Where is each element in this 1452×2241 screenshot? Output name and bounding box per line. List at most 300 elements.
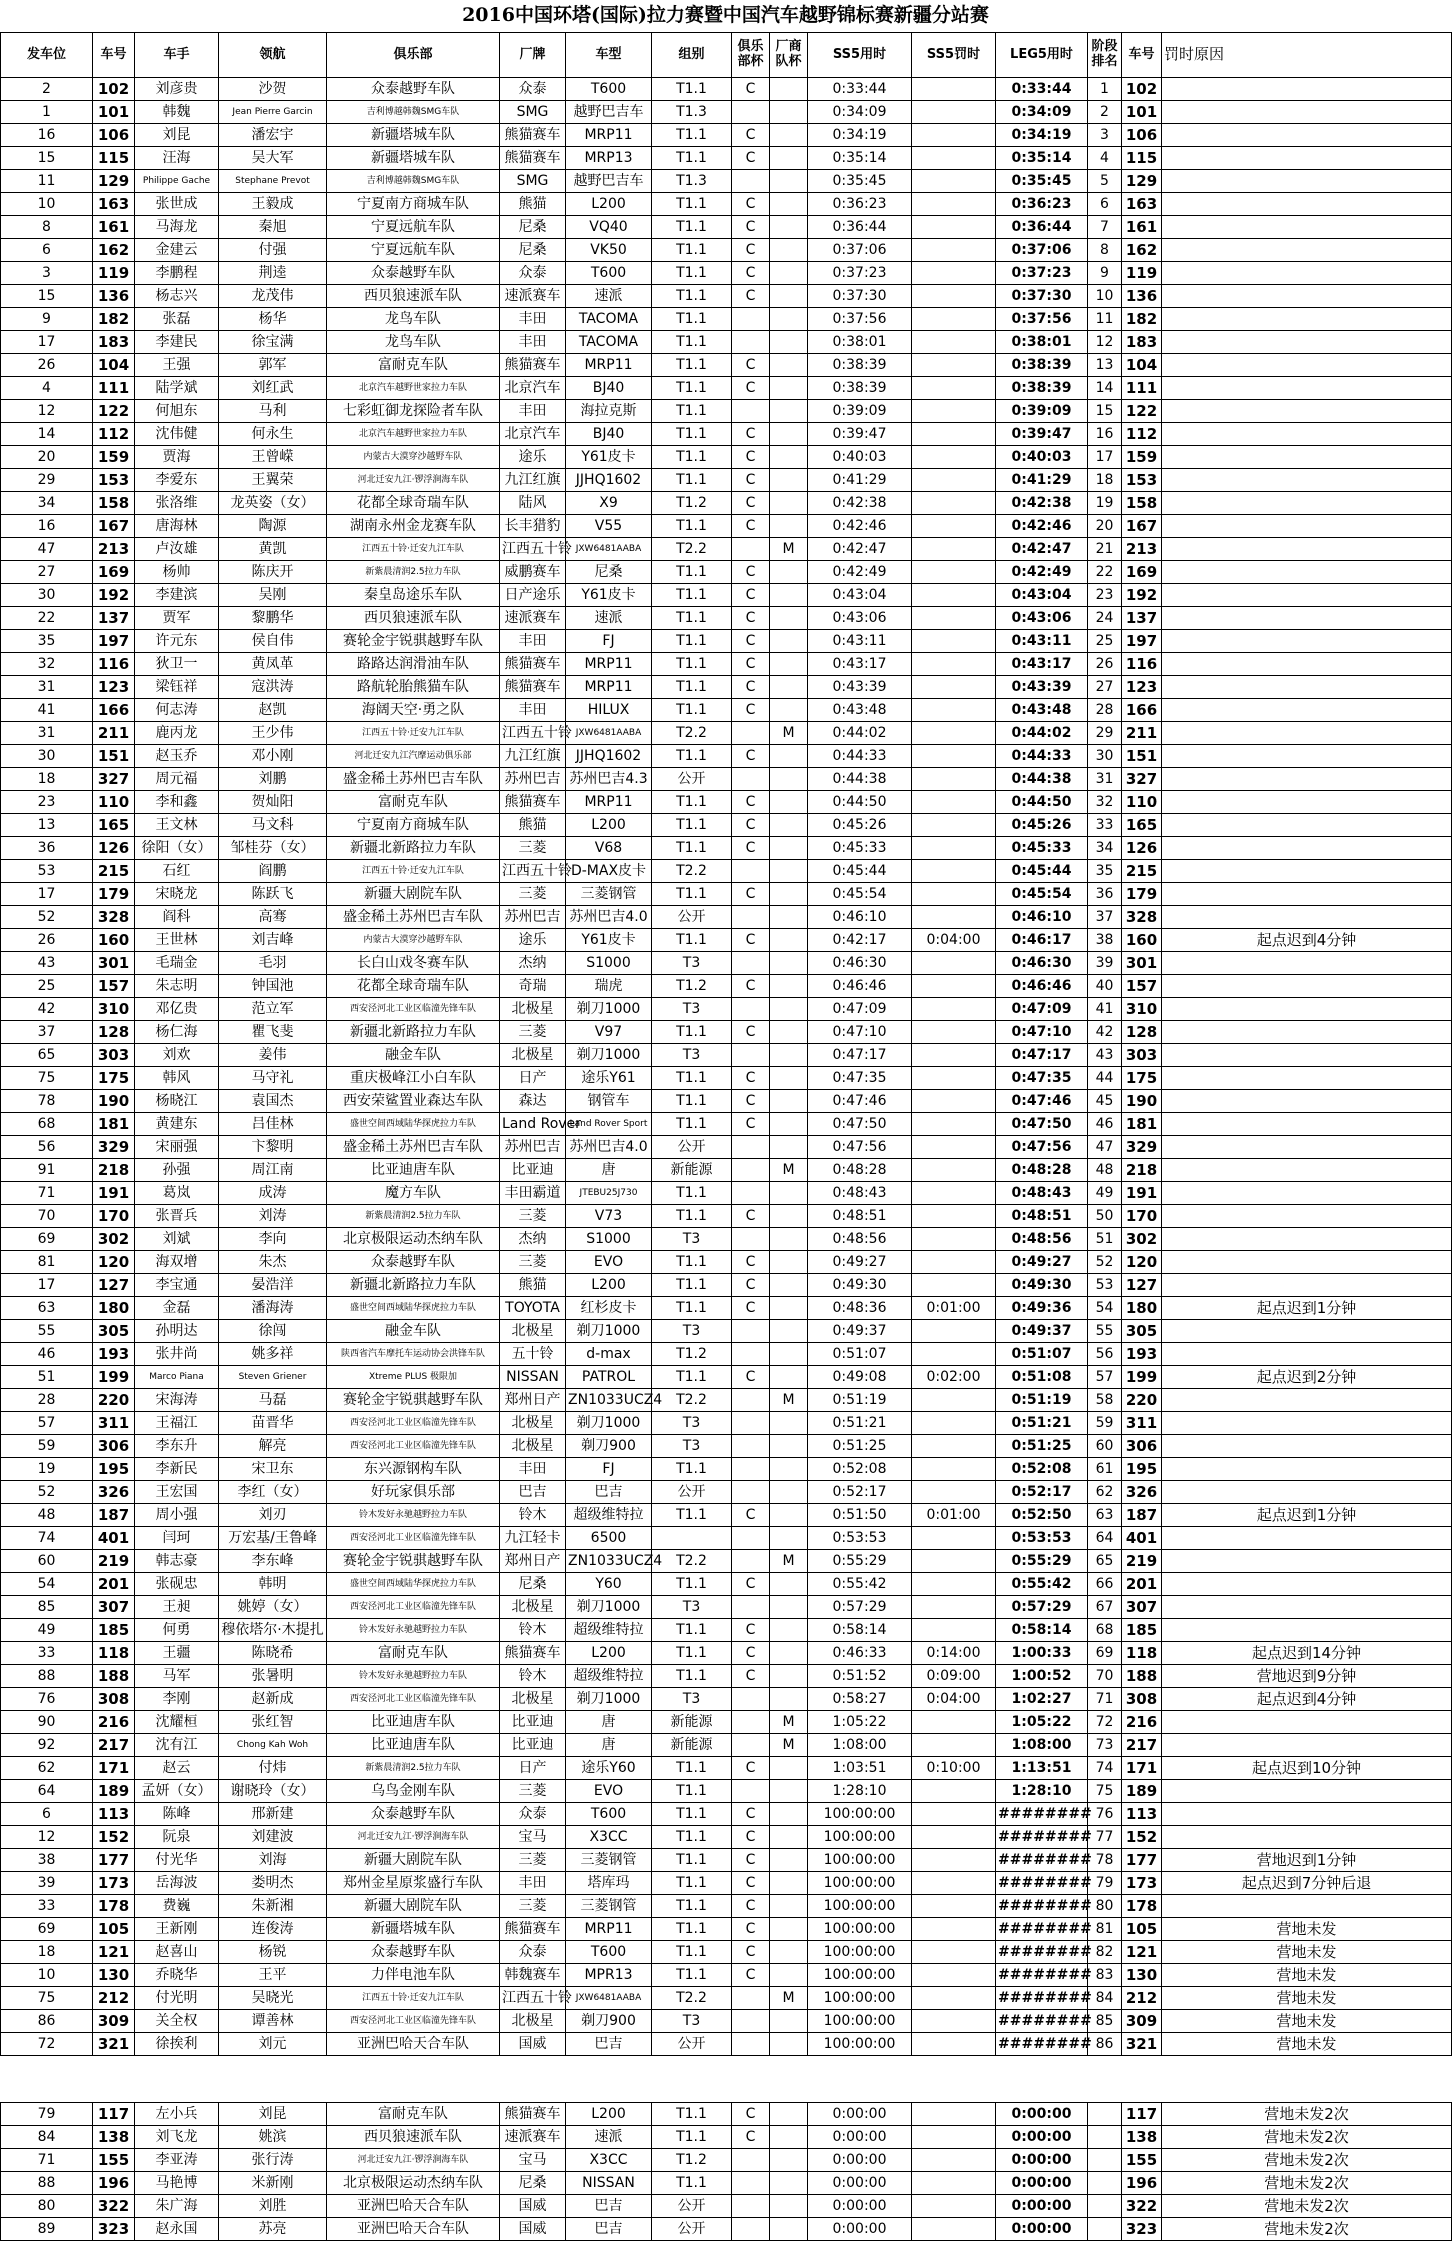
cell-leg5-time: 0:42:47 [996,538,1088,561]
cell-club: 西贝狼速派车队 [327,2126,500,2149]
cell-driver: 乔晓华 [135,1964,219,1987]
cell-car-number: 322 [93,2195,135,2218]
cell-group: T1.1 [652,2103,732,2126]
cell-brand: 熊猫赛车 [500,2103,566,2126]
cell-club: 铃木发好永驰越野拉力车队 [327,1619,500,1642]
cell-driver: 马海龙 [135,216,219,239]
cell-manufacturer-cup [770,193,808,216]
cell-car-number: 218 [93,1159,135,1182]
cell-manufacturer-cup [770,469,808,492]
cell-penalty-reason: 营地迟到9分钟 [1162,1665,1452,1688]
cell-co-driver: 付炜 [219,1757,327,1780]
cell-driver: 沈耀桓 [135,1711,219,1734]
cell-co-driver: 米新刚 [219,2172,327,2195]
cell-manufacturer-cup [770,1619,808,1642]
cell-club-cup: C [732,492,770,515]
cell-car-number: 111 [93,377,135,400]
cell-ss5-time: 0:00:00 [808,2172,912,2195]
cell-driver: 周元福 [135,768,219,791]
cell-stage-rank: 41 [1088,998,1122,1021]
cell-leg5-time: 1:02:27 [996,1688,1088,1711]
cell-brand: 丰田 [500,699,566,722]
cell-brand: 韩魏赛车 [500,1964,566,1987]
cell-club-cup [732,2149,770,2172]
cell-group: T1.2 [652,1343,732,1366]
cell-ss5-penalty [912,952,996,975]
table-row [1,1688,1452,1711]
cell-ss5-penalty: 0:02:00 [912,1366,996,1389]
cell-stage-rank: 59 [1088,1412,1122,1435]
cell-club-cup: C [732,354,770,377]
cell-ss5-penalty [912,1274,996,1297]
cell-ss5-penalty [912,1872,996,1895]
cell-club: 新疆大剧院车队 [327,883,500,906]
cell-group: T1.1 [652,1803,732,1826]
cell-ss5-penalty [912,1228,996,1251]
table-row [1,1251,1452,1274]
cell-ss5-time: 0:38:39 [808,354,912,377]
cell-stage-rank: 19 [1088,492,1122,515]
cell-manufacturer-cup [770,216,808,239]
cell-manufacturer-cup [770,745,808,768]
table-row [1,538,1452,561]
cell-club-cup [732,952,770,975]
cell-brand: 熊猫 [500,814,566,837]
cell-co-driver: 张暑明 [219,1665,327,1688]
cell-car-number-repeat: 119 [1122,262,1162,285]
cell-co-driver: 侯自伟 [219,630,327,653]
cell-manufacturer-cup [770,1757,808,1780]
cell-penalty-reason [1162,216,1452,239]
cell-car-model: 途乐Y60 [566,1757,652,1780]
cell-driver: 宋晓龙 [135,883,219,906]
cell-club-cup: C [732,1274,770,1297]
cell-ss5-time: 0:47:17 [808,1044,912,1067]
cell-leg5-time: 0:55:42 [996,1573,1088,1596]
cell-ss5-time: 0:53:53 [808,1527,912,1550]
cell-penalty-reason [1162,239,1452,262]
cell-club: 花都全球奇瑞车队 [327,492,500,515]
cell-stage-rank: 10 [1088,285,1122,308]
cell-manufacturer-cup [770,1596,808,1619]
cell-start-position: 79 [1,2103,93,2126]
cell-car-number-repeat: 121 [1122,1941,1162,1964]
cell-start-position: 33 [1,1895,93,1918]
cell-co-driver: 潘宏宇 [219,124,327,147]
cell-start-position: 1 [1,101,93,124]
cell-stage-rank: 86 [1088,2033,1122,2056]
cell-ss5-time: 0:48:51 [808,1205,912,1228]
cell-club: 江西五十铃·迁安九江车队 [327,538,500,561]
cell-club-cup: C [732,1826,770,1849]
cell-club: 魔方车队 [327,1182,500,1205]
cell-start-position: 88 [1,2172,93,2195]
cell-ss5-time: 0:00:00 [808,2195,912,2218]
cell-driver: 葛岚 [135,1182,219,1205]
cell-car-model: 红杉皮卡 [566,1297,652,1320]
cell-car-model: ZN1033UCZ4 [566,1389,652,1412]
cell-start-position: 15 [1,147,93,170]
cell-group: T2.2 [652,722,732,745]
cell-driver: 张世成 [135,193,219,216]
cell-stage-rank: 34 [1088,837,1122,860]
cell-penalty-reason [1162,768,1452,791]
cell-group: T2.2 [652,1987,732,2010]
cell-ss5-penalty [912,2010,996,2033]
cell-car-number-repeat: 115 [1122,147,1162,170]
cell-car-number-repeat: 211 [1122,722,1162,745]
cell-brand: 北极星 [500,1320,566,1343]
cell-group: T1.1 [652,676,732,699]
cell-stage-rank: 70 [1088,1665,1122,1688]
cell-car-number: 119 [93,262,135,285]
cell-start-position: 65 [1,1044,93,1067]
cell-car-model: 速派 [566,607,652,630]
cell-start-position: 84 [1,2126,93,2149]
cell-ss5-time: 0:37:30 [808,285,912,308]
cell-car-model: V55 [566,515,652,538]
cell-brand: 众泰 [500,1803,566,1826]
cell-club-cup [732,1481,770,1504]
cell-group: T1.1 [652,285,732,308]
cell-car-number-repeat: 120 [1122,1251,1162,1274]
cell-club-cup [732,722,770,745]
cell-penalty-reason: 营地未发 [1162,2010,1452,2033]
table-row [1,469,1452,492]
cell-club: 东兴源钢构车队 [327,1458,500,1481]
cell-car-number: 306 [93,1435,135,1458]
cell-co-driver: 邢新建 [219,1803,327,1826]
cell-car-model: 剃刀1000 [566,1688,652,1711]
cell-car-number: 136 [93,285,135,308]
cell-brand: 熊猫赛车 [500,1918,566,1941]
cell-leg5-time: 0:00:00 [996,2218,1088,2241]
cell-start-position: 49 [1,1619,93,1642]
cell-ss5-penalty [912,630,996,653]
cell-car-number: 151 [93,745,135,768]
cell-leg5-time: 0:37:30 [996,285,1088,308]
header-car-number: 车号 [93,33,135,78]
cell-group: 公开 [652,1481,732,1504]
cell-penalty-reason: 营地迟到1分钟 [1162,1849,1452,1872]
cell-co-driver: 苗晋华 [219,1412,327,1435]
cell-club-cup: C [732,1619,770,1642]
cell-car-number: 321 [93,2033,135,2056]
cell-ss5-time: 0:43:39 [808,676,912,699]
cell-driver: 赵云 [135,1757,219,1780]
table-row [1,515,1452,538]
cell-leg5-time: 0:35:45 [996,170,1088,193]
cell-ss5-penalty [912,1159,996,1182]
cell-stage-rank: 31 [1088,768,1122,791]
cell-stage-rank: 37 [1088,906,1122,929]
cell-car-number: 162 [93,239,135,262]
cell-brand: 三菱 [500,1251,566,1274]
cell-start-position: 30 [1,745,93,768]
cell-manufacturer-cup [770,584,808,607]
cell-club: 龙鸟车队 [327,308,500,331]
cell-co-driver: 杨锐 [219,1941,327,1964]
cell-car-number: 327 [93,768,135,791]
cell-stage-rank: 58 [1088,1389,1122,1412]
cell-car-number: 195 [93,1458,135,1481]
cell-car-model: TACOMA [566,331,652,354]
cell-car-model: 剃刀900 [566,2010,652,2033]
cell-start-position: 91 [1,1159,93,1182]
cell-manufacturer-cup [770,883,808,906]
cell-ss5-penalty: 0:14:00 [912,1642,996,1665]
cell-brand: 北极星 [500,1435,566,1458]
cell-leg5-time: 0:49:36 [996,1297,1088,1320]
cell-manufacturer-cup [770,515,808,538]
cell-car-number-repeat: 190 [1122,1090,1162,1113]
cell-ss5-time: 0:42:46 [808,515,912,538]
cell-club-cup: C [732,285,770,308]
cell-start-position: 60 [1,1550,93,1573]
cell-club: 江西五十铃·迁安九江车队 [327,722,500,745]
cell-penalty-reason [1162,1320,1452,1343]
cell-manufacturer-cup: M [770,1159,808,1182]
cell-stage-rank: 14 [1088,377,1122,400]
table-row [1,492,1452,515]
cell-penalty-reason: 起点迟到4分钟 [1162,1688,1452,1711]
cell-driver: 王疆 [135,1642,219,1665]
cell-co-driver: 阎鹏 [219,860,327,883]
cell-start-position: 51 [1,1366,93,1389]
cell-club-cup: C [732,883,770,906]
cell-car-number: 183 [93,331,135,354]
cell-manufacturer-cup: M [770,538,808,561]
table-row [1,1274,1452,1297]
cell-stage-rank: 36 [1088,883,1122,906]
cell-penalty-reason [1162,791,1452,814]
table-row [1,1895,1452,1918]
cell-brand: 北极星 [500,2010,566,2033]
cell-driver: 李爱东 [135,469,219,492]
cell-brand: 众泰 [500,262,566,285]
cell-stage-rank: 49 [1088,1182,1122,1205]
cell-ss5-penalty [912,1780,996,1803]
cell-group: T1.1 [652,929,732,952]
cell-ss5-penalty [912,2033,996,2056]
cell-co-driver: 何永生 [219,423,327,446]
cell-group: T1.1 [652,1895,732,1918]
cell-car-number: 101 [93,101,135,124]
cell-manufacturer-cup [770,1527,808,1550]
cell-start-position: 26 [1,929,93,952]
cell-co-driver: 谭善林 [219,2010,327,2033]
table-row [1,1458,1452,1481]
cell-club: 盛金稀土苏州巴吉车队 [327,768,500,791]
cell-car-model: 剃刀1000 [566,1044,652,1067]
cell-ss5-time: 0:52:08 [808,1458,912,1481]
cell-car-number: 212 [93,1987,135,2010]
cell-manufacturer-cup [770,354,808,377]
cell-club: 新疆大剧院车队 [327,1849,500,1872]
cell-penalty-reason [1162,561,1452,584]
cell-co-driver: 沙贺 [219,78,327,101]
cell-stage-rank: 84 [1088,1987,1122,2010]
cell-penalty-reason [1162,423,1452,446]
cell-leg5-time: 0:48:56 [996,1228,1088,1251]
cell-leg5-time: 0:37:56 [996,308,1088,331]
cell-leg5-time: 0:45:26 [996,814,1088,837]
cell-club: 融金车队 [327,1044,500,1067]
cell-manufacturer-cup [770,147,808,170]
table-row [1,193,1452,216]
cell-club: 盛金稀土苏州巴吉车队 [327,1136,500,1159]
cell-start-position: 41 [1,699,93,722]
cell-start-position: 47 [1,538,93,561]
cell-leg5-time: 0:45:44 [996,860,1088,883]
cell-club-cup: C [732,1803,770,1826]
cell-manufacturer-cup [770,1044,808,1067]
cell-stage-rank: 28 [1088,699,1122,722]
cell-leg5-time: 0:38:39 [996,377,1088,400]
cell-car-model: Land Rover Sport [566,1113,652,1136]
cell-ss5-penalty [912,331,996,354]
cell-co-driver: 李向 [219,1228,327,1251]
cell-stage-rank: 75 [1088,1780,1122,1803]
cell-ss5-time: 0:45:54 [808,883,912,906]
cell-car-number: 169 [93,561,135,584]
cell-driver: 马军 [135,1665,219,1688]
cell-start-position: 86 [1,2010,93,2033]
cell-manufacturer-cup [770,1688,808,1711]
cell-driver: 杨晓江 [135,1090,219,1113]
cell-car-number: 308 [93,1688,135,1711]
cell-brand: 北京汽车 [500,423,566,446]
cell-car-number-repeat: 193 [1122,1343,1162,1366]
cell-ss5-penalty [912,1021,996,1044]
cell-leg5-time: 0:53:53 [996,1527,1088,1550]
cell-car-number-repeat: 155 [1122,2149,1162,2172]
cell-ss5-penalty [912,101,996,124]
cell-start-position: 14 [1,423,93,446]
cell-penalty-reason [1162,147,1452,170]
cell-stage-rank: 6 [1088,193,1122,216]
cell-brand: 尼桑 [500,239,566,262]
cell-start-position: 55 [1,1320,93,1343]
cell-brand: 国威 [500,2218,566,2241]
cell-penalty-reason [1162,308,1452,331]
cell-club-cup [732,101,770,124]
cell-car-number: 189 [93,1780,135,1803]
cell-start-position: 89 [1,2218,93,2241]
cell-driver: 马艳博 [135,2172,219,2195]
cell-car-number-repeat: 216 [1122,1711,1162,1734]
cell-group: T1.1 [652,1665,732,1688]
cell-brand: 众泰 [500,1941,566,1964]
cell-ss5-penalty [912,860,996,883]
cell-ss5-penalty [912,1849,996,1872]
cell-ss5-penalty [912,1734,996,1757]
cell-start-position: 25 [1,975,93,998]
cell-car-number-repeat: 306 [1122,1435,1162,1458]
cell-co-driver: 朱新湘 [219,1895,327,1918]
cell-manufacturer-cup [770,2033,808,2056]
cell-ss5-time: 0:39:47 [808,423,912,446]
cell-club: 新紫晨清润2.5拉力车队 [327,1205,500,1228]
cell-car-model: MRP11 [566,676,652,699]
cell-brand: 江西五十铃 [500,1987,566,2010]
cell-car-number: 129 [93,170,135,193]
cell-brand: SMG [500,101,566,124]
cell-car-number-repeat: 301 [1122,952,1162,975]
cell-driver: 阮泉 [135,1826,219,1849]
cell-start-position: 19 [1,1458,93,1481]
cell-ss5-time: 0:57:29 [808,1596,912,1619]
cell-penalty-reason [1162,1481,1452,1504]
cell-car-number-repeat: 311 [1122,1412,1162,1435]
cell-brand: 比亚迪 [500,1159,566,1182]
cell-driver: 汪海 [135,147,219,170]
cell-start-position: 23 [1,791,93,814]
cell-ss5-penalty [912,1573,996,1596]
cell-club-cup [732,1711,770,1734]
cell-car-model: 剃刀1000 [566,1320,652,1343]
cell-leg5-time: ######## [996,1849,1088,1872]
cell-car-model: V73 [566,1205,652,1228]
cell-start-position: 13 [1,814,93,837]
cell-co-driver: 张红智 [219,1711,327,1734]
cell-brand: 途乐 [500,446,566,469]
cell-group: T1.1 [652,1297,732,1320]
cell-club: 亚洲巴哈天合车队 [327,2195,500,2218]
cell-leg5-time: 0:51:08 [996,1366,1088,1389]
cell-car-model: MRP11 [566,791,652,814]
cell-club: 亚洲巴哈天合车队 [327,2033,500,2056]
cell-ss5-penalty [912,216,996,239]
table-row [1,2103,1452,2126]
cell-club: 河北迁安九江·锣浮涧海车队 [327,1826,500,1849]
cell-club: 亚洲巴哈天合车队 [327,2218,500,2241]
cell-car-number-repeat: 163 [1122,193,1162,216]
cell-penalty-reason: 起点迟到2分钟 [1162,1366,1452,1389]
table-row [1,101,1452,124]
cell-co-driver: 王少伟 [219,722,327,745]
cell-stage-rank: 25 [1088,630,1122,653]
cell-ss5-penalty [912,377,996,400]
cell-car-model: 剃刀1000 [566,1596,652,1619]
cell-co-driver: 晏浩洋 [219,1274,327,1297]
cell-manufacturer-cup [770,975,808,998]
table-row [1,1964,1452,1987]
cell-ss5-time: 1:05:22 [808,1711,912,1734]
table-row [1,607,1452,630]
cell-group: T1.1 [652,124,732,147]
cell-ss5-penalty: 0:04:00 [912,1688,996,1711]
cell-driver: 贾海 [135,446,219,469]
cell-club: 比亚迪唐车队 [327,1159,500,1182]
cell-group: T1.1 [652,1205,732,1228]
cell-ss5-penalty [912,492,996,515]
cell-group: T3 [652,998,732,1021]
cell-penalty-reason: 起点迟到7分钟后退 [1162,1872,1452,1895]
cell-leg5-time: 0:47:56 [996,1136,1088,1159]
cell-group: 公开 [652,768,732,791]
cell-penalty-reason: 起点迟到1分钟 [1162,1297,1452,1320]
cell-start-position: 8 [1,216,93,239]
cell-leg5-time: 0:37:06 [996,239,1088,262]
cell-manufacturer-cup [770,101,808,124]
cell-group: T1.2 [652,975,732,998]
cell-start-position: 43 [1,952,93,975]
cell-club-cup: C [732,78,770,101]
cell-car-model: 超级维特拉 [566,1504,652,1527]
cell-car-number-repeat: 178 [1122,1895,1162,1918]
cell-stage-rank [1088,2195,1122,2218]
